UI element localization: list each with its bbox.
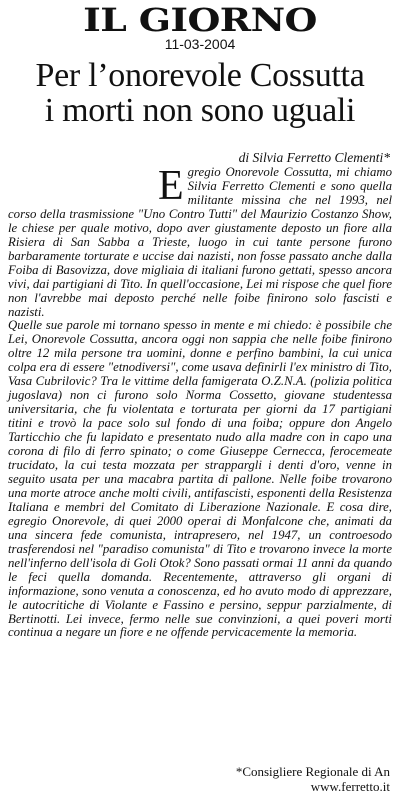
article-byline: di Silvia Ferretto Clementi*: [238, 150, 390, 165]
newspaper-masthead: IL GIORNO: [83, 1, 317, 39]
drop-cap: E: [158, 163, 184, 209]
paragraph-1-text: gregio Onorevole Cossutta, mi chiamo Silvia Ferretto Clementi e sono quella militante missina che nel 1993, nel corso della trasmissione "Uno Contro Tutti" del Maurizio Costanzo Show, le chiese per quale motivo, dopo aver giustamente deposto un fiore alla Risiera di San Sabba a Trieste, luogo in cui tante persone furono barbaramente torturate e uccise dai nazisti, non fosse passato anche dalla Foiba di Basovizza, dove migliaia di italiani furono gettati, spesso ancora vivi, dai partigiani di Tito. In quell'occasione, Lei mi rispose che quel fiore non l'avrebbe mai deposto perché nelle foibe finirono solo fascisti e nazisti.: [8, 165, 392, 319]
signature-website: www.ferretto.it: [310, 779, 390, 794]
headline-line-1: Per l’onorevole Cossutta: [35, 57, 365, 94]
author-signature: [90, 764, 390, 794]
article-paragraph-2: Quelle sue parole mi tornano spesso in mente e mi chiedo: è possibile che Lei, Onorevole Cossutta, ancora oggi non sappia che nelle foibe finirono oltre 12 mila persone tra uomini, donne e perfino bambini, la cui unica colpa era di essere "etnodiversi", come usava definirli l'ex ministro di Tito, Vasa Cubrilovic? Tra le vittime della famigerata O.Z.N.A. (polizia politica jugoslava) non ci furono solo Norma Cossetto, giovane studentessa universitaria, che fu violentata e torturata per giorni da 17 partigiani titini e trovò la pace solo sul fondo di una foiba; oppure don Angelo Tarticchio che fu lapidato e presentato nudo alla madre con in capo una corona di filo di ferro spinato; o come Giuseppe Cernecca, ferocemeate trucidato, la cui testa mozzata per strappargli i denti d'oro, venne in seguito usata per una macabra partita di pallone. Nelle foibe trovarono una morte atroce anche molti civili, antifascisti, esponenti della Resistenza Italiana e membri del Comitato di Liberazione Nazionale. E cosa dire, egregio Onorevole, di quei 2000 operai di Monfalcone che, animati da una sincera fede comunista, intrapresero, nel 1947, un controesodo trasferendosi nel "paradiso comunista" di Tito e trovarono invece la morte nell'inferno dell'isola di Goli Otok? Sono passati ormai 11 anni da quando le feci quella domanda. Recentemente, attraverso gli organi di informazione, sono venuta a conoscenza, ed ho avuto modo di apprezzare, le autocritiche di Violante e Fassino e persino, seppur parzialmente, di Bertinotti. Lei invece, fermo nelle sue convinzioni, a quei poveri morti continua a negare un fiore e ne offende pervicacemente la memoria.: [8, 318, 392, 640]
article-paragraph-1: [8, 163, 392, 319]
article-body: [8, 163, 392, 640]
article-headline: [14, 58, 386, 128]
headline-line-2: i morti non sono uguali: [44, 92, 356, 129]
publication-date: 11-03-2004: [164, 36, 236, 52]
signature-role: *Consigliere Regionale di An: [235, 764, 390, 779]
